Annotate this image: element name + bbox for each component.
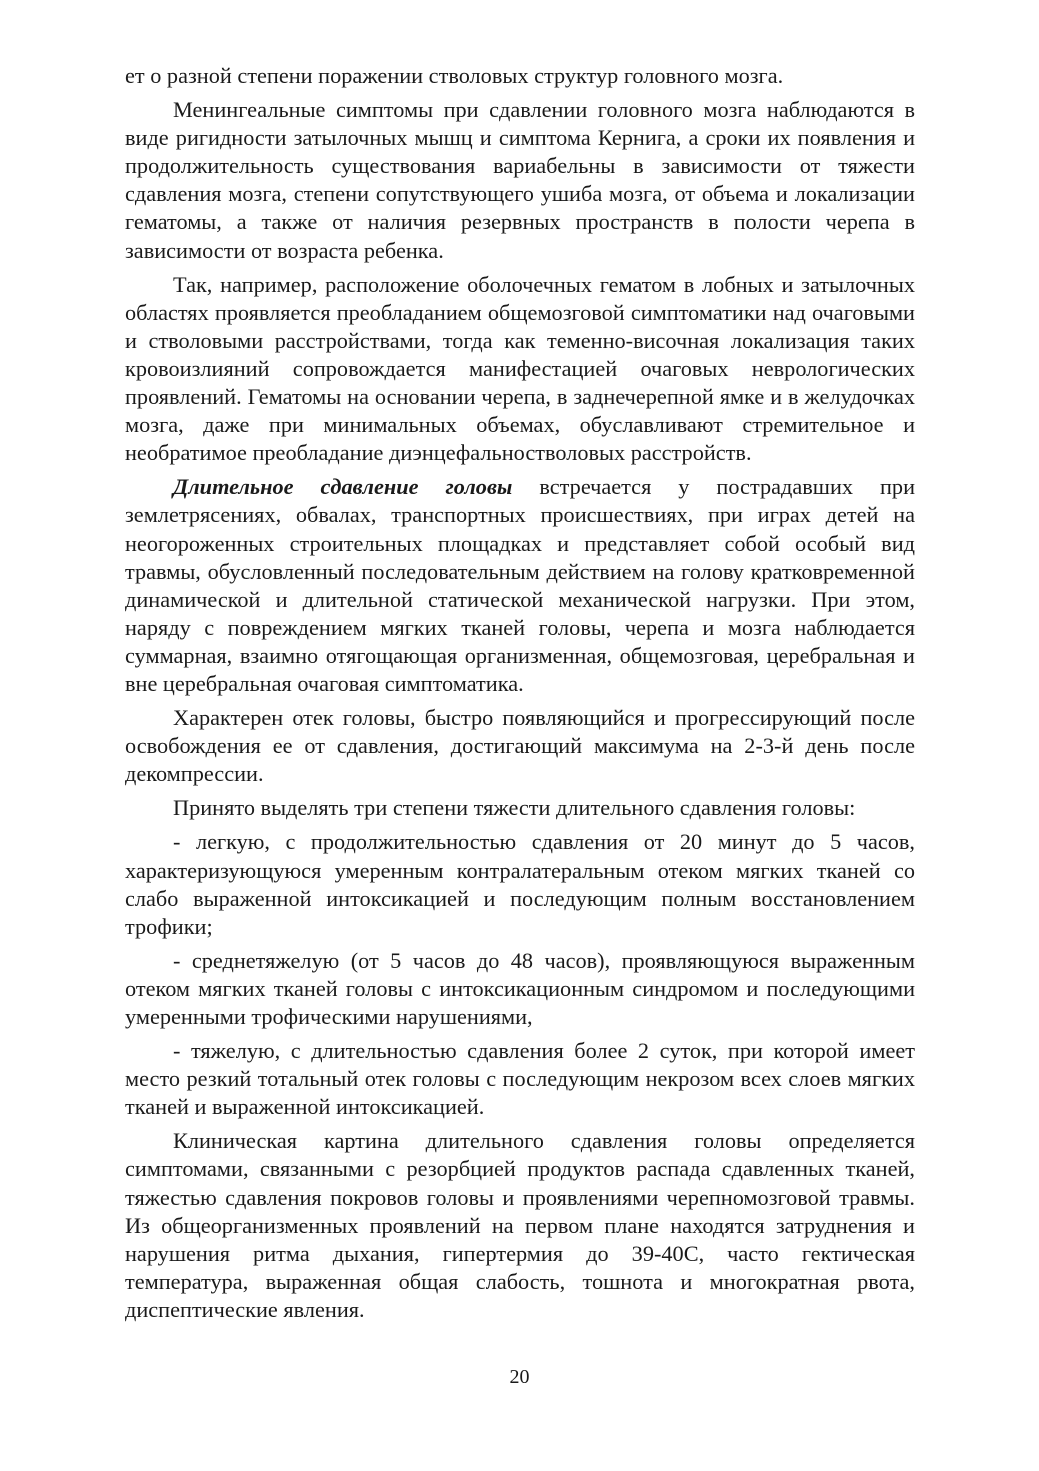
list-item-severe: - тяжелую, с длительностью сдавления более 2 суток, при которой имеет место резкий тотальный отек головы с последующим некрозом всех слоев мягких тканей и выраженной интоксикацией. (125, 1038, 915, 1120)
paragraph-severity-intro: Принято выделять три степени тяжести длительного сдавления головы: (173, 795, 856, 821)
page-number: 20 (509, 1366, 530, 1388)
paragraph-clinical-picture: Клиническая картина длительного сдавления головы определяется симптомами, связанными с резорбцией продуктов распада сдавленных тканей, тяжестью сдавления покровов головы и проявлениями черепномозговой травмы. Из общеорганизменных проявлений на первом плане находятся затруднения и нарушения ритма дыхания, гипертермия до 39-40С, часто гектическая температура, выраженная общая слабость, тошнота и многократная рвота, диспептические явления. (125, 1128, 915, 1322)
paragraph-head-edema: Характерен отек головы, быстро появляющийся и прогрессирующий после освобождения ее от сдавления, достигающий максимума на 2-3-й день после декомпрессии. (125, 705, 915, 787)
paragraph-meningeal-symptoms: Менингеальные симптомы при сдавлении головного мозга наблюдаются в виде ригидности затылочных мышц и симптома Кернига, а сроки их появления и продолжительность существования вариабельны в зависимости от тяжести сдавления мозга, степени сопутствующего ушиба мозга, от объема и локализации гематомы, а также от наличия резервных пространств в полости черепа в зависимости от возраста ребенка. (125, 97, 915, 263)
paragraph-lead-term: Длительное сдавление головы (173, 474, 513, 500)
paragraph-prolonged-compression (125, 473, 915, 698)
paragraph-lead-text: встречается у пострадавших при землетрясениях, обвалах, транспортных происшествиях, при играх детей на неогороженных строительных площадках и представляет собой особый вид травмы, обусловленный последовательным действием на голову кратковременной динамической и длительной статической механической нагрузки. При этом, наряду с повреждением мягких тканей головы, черепа и мозга наблюдается суммарная, взаимно отягощающая организменная, общемозговая, церебральная и вне церебральная очаговая симптоматика. (125, 474, 915, 696)
list-item-moderate: - среднетяжелую (от 5 часов до 48 часов), проявляющуюся выраженным отеком мягких тканей головы с интоксикационным синдромом и последующими умеренными трофическими нарушениями, (125, 947, 915, 1029)
paragraph-continuation: ет о разной степени поражении стволовых структур головного мозга. (125, 63, 784, 88)
paragraph-hematoma-location: Так, например, расположение оболочечных гематом в лобных и затылочных областях проявляется преобладанием общемозговой симптоматики над очаговыми и стволовыми расстройствами, тогда как теменно-височная локализация таких кровоизлияний сопровождается манифестацией очаговых неврологических проявлений. Гематомы на основании черепа, в заднечерепной ямке и в желудочках мозга, даже при минимальных объемах, обуславливают стремительное и необратимое преобладание диэнцефальностволовых расстройств. (125, 271, 915, 466)
list-item-mild: - легкую, с продолжительностью сдавления от 20 минут до 5 часов, характеризующуюся умеренным контралатеральным отеком мягких тканей со слабо выраженной интоксикацией и последующим полным восстановлением трофики; (125, 829, 915, 939)
page-body (125, 62, 915, 1324)
